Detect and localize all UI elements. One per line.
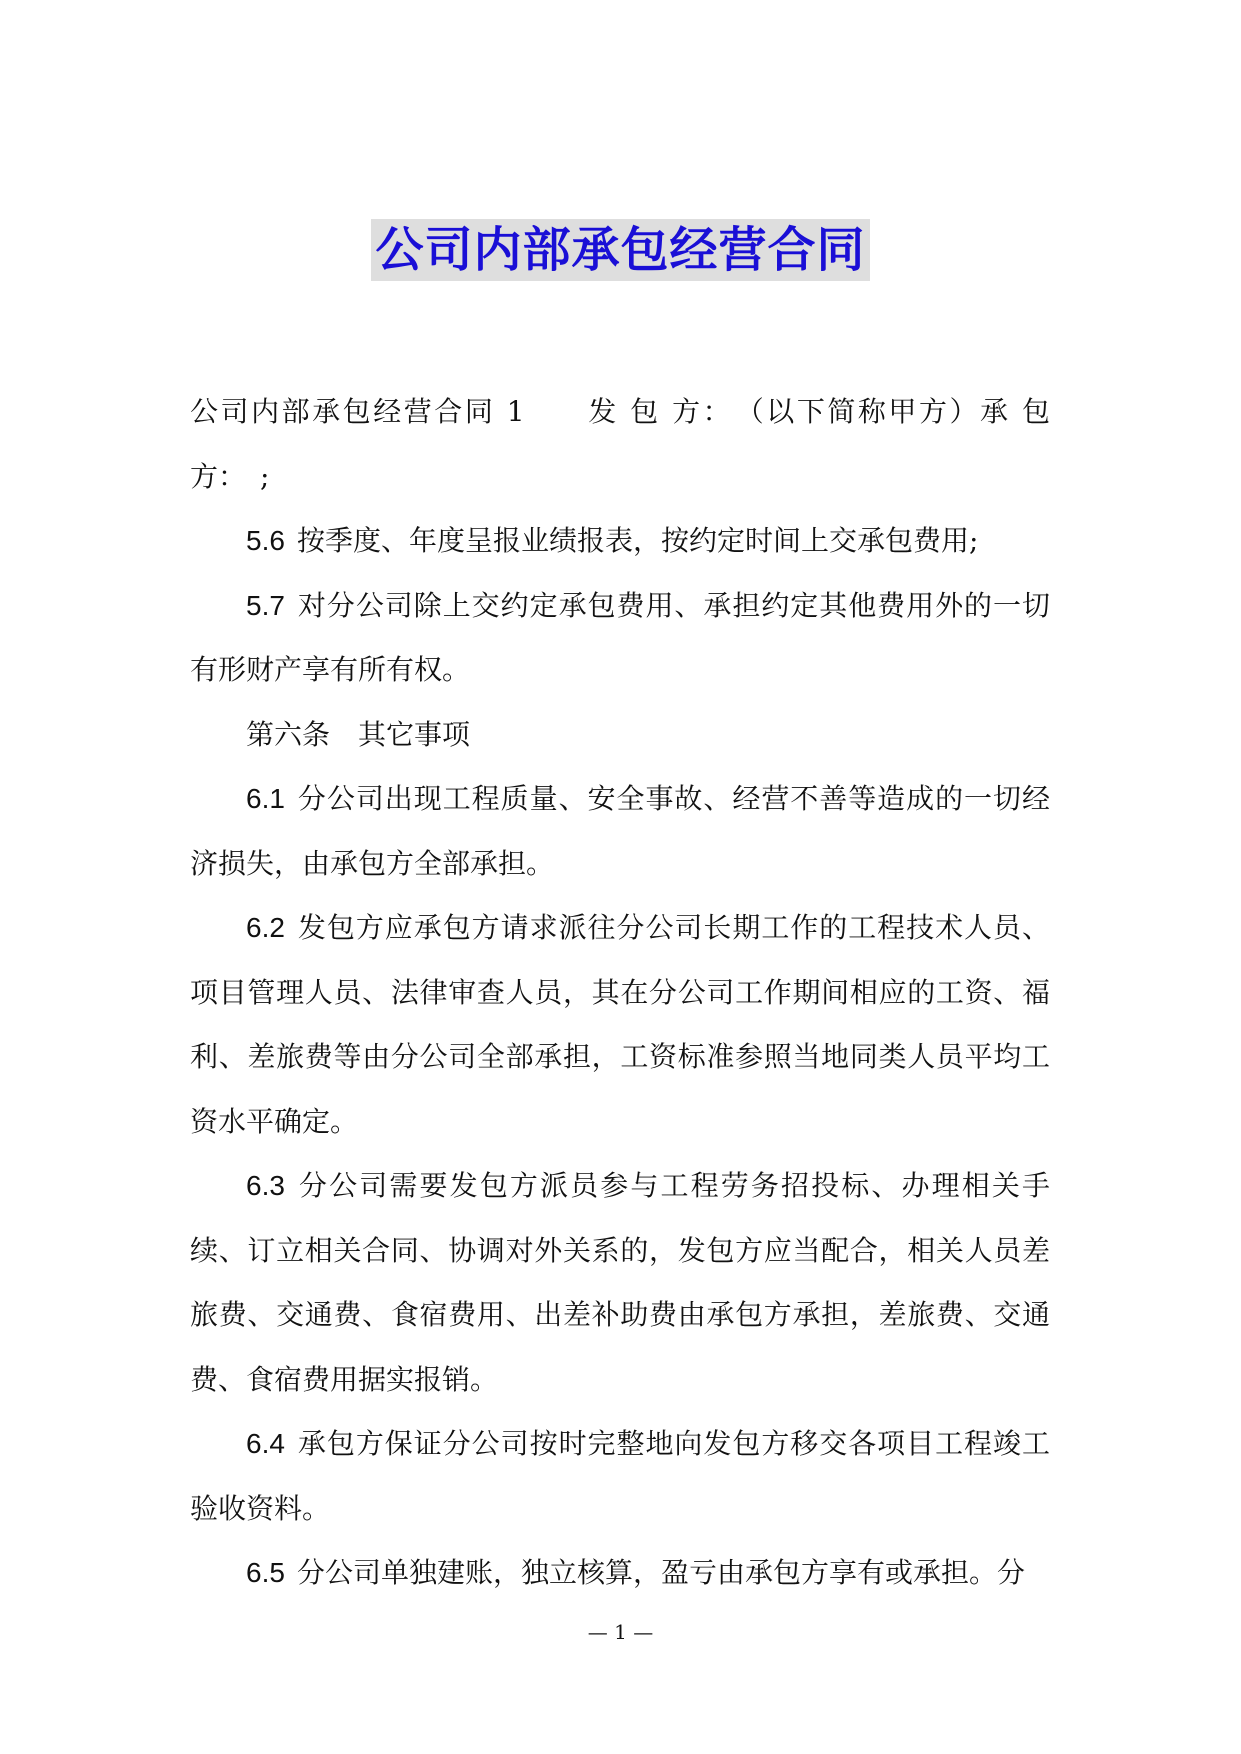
page-number: — 1 — — [587, 1620, 654, 1644]
clause-text: 按季度、年度呈报业绩报表，按约定时间上交承包费用; — [296, 524, 979, 557]
paragraph-5-6 — [190, 509, 1050, 574]
clause-text: 分公司出现工程质量、安全事故、经营不善等造成的一切经济损失，由承包方全部承担。 — [190, 782, 1050, 880]
clause-number: 5.6 — [246, 525, 285, 556]
paragraph-6-1 — [190, 767, 1050, 896]
document-title: 公司内部承包经营合同 — [371, 219, 869, 281]
clause-text: 对分公司除上交约定承包费用、承担约定其他费用外的一切有形财产享有所有权。 — [190, 588, 1050, 686]
title-container — [0, 219, 1241, 281]
clause-number: 6.4 — [246, 1428, 285, 1459]
clause-number: 6.5 — [246, 1557, 285, 1588]
clause-number: 6.1 — [246, 783, 285, 814]
clause-text: 分公司需要发包方派员参与工程劳务招投标、办理相关手续、订立相关合同、协调对外关系的，发包方应当配合，相关人员差旅费、交通费、食宿费用、出差补助费由承包方承担，差旅费、交通费、食宿费用据实报销。 — [190, 1169, 1050, 1396]
clause-text: 分公司单独建账，独立核算，盈亏由承包方享有或承担。分 — [296, 1556, 1025, 1589]
paragraph-5-7 — [190, 574, 1050, 703]
paragraph-6-3 — [190, 1154, 1050, 1412]
document-body — [190, 380, 1050, 1606]
clause-text: 承包方保证分公司按时完整地向发包方移交各项目工程竣工验收资料。 — [190, 1427, 1050, 1525]
paragraph-6-2 — [190, 896, 1050, 1154]
clause-text: 发包方应承包方请求派往分公司长期工作的工程技术人员、项目管理人员、法律审查人员，其在分公司工作期间相应的工资、福利、差旅费等由分公司全部承担，工资标准参照当地同类人员平均工资水平确定。 — [190, 911, 1050, 1138]
clause-number: 6.3 — [246, 1170, 285, 1201]
paragraph-6-5 — [190, 1541, 1050, 1606]
section-heading: 第六条 其它事项 — [246, 717, 471, 751]
paragraph-6-4 — [190, 1412, 1050, 1541]
clause-number: 6.2 — [246, 912, 285, 943]
paragraph-intro: 公司内部承包经营合同 1 发 包 方： （以下简称甲方）承 包方： ; — [190, 395, 1050, 493]
clause-number: 5.7 — [246, 589, 285, 621]
